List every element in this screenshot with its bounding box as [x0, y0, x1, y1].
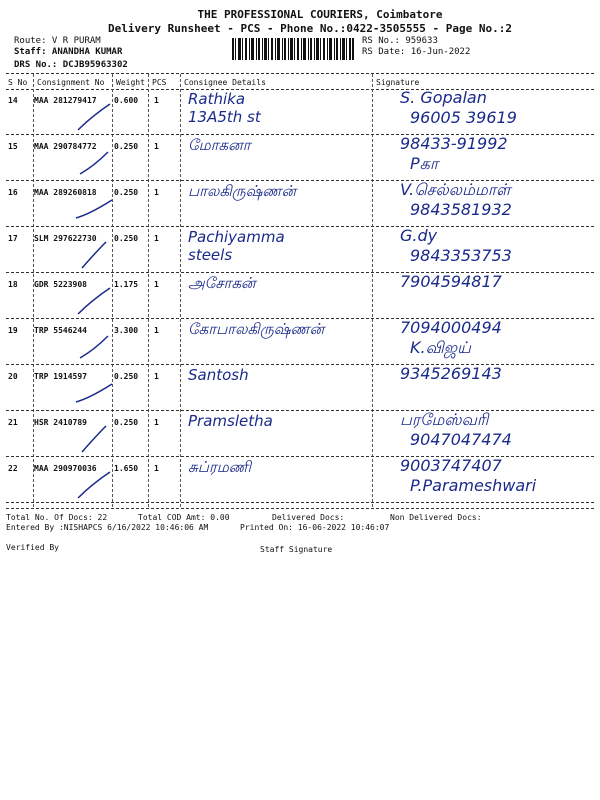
runsheet-title: Delivery Runsheet - PCS - Phone No.:0422-3505555 - Page No.:2: [108, 22, 512, 35]
row-consignee: அசோகன்: [188, 274, 256, 292]
staff-signature: Staff Signature: [260, 545, 333, 554]
row-signature: 9003747407: [400, 456, 502, 475]
row-consignee: கோபாலகிருஷ்ணன்: [188, 320, 325, 338]
row-signature: பரமேஸ்வரி: [400, 410, 489, 429]
staff: Staff: ANANDHA KUMAR: [14, 47, 123, 57]
row-signature: G.dy: [400, 226, 438, 245]
row-check-mark: [74, 240, 114, 270]
row-check-mark: [74, 424, 114, 454]
row-check-mark: [74, 332, 114, 362]
row-consignment-no: MAA 281279417: [34, 96, 97, 105]
row-consignee: Santosh: [188, 366, 249, 384]
row-pcs: 1: [154, 418, 159, 427]
delivered-docs: Delivered Docs:: [272, 513, 345, 522]
row-signature-line2: 96005 39619: [410, 108, 517, 127]
entered-by: Entered By :NISHAPCS 6/16/2022 10:46:06 AM: [6, 523, 209, 532]
barcode: [232, 38, 354, 60]
row-consignment-no: SLM 297622730: [34, 234, 97, 243]
row-consignment-no: TRP 1914597: [34, 372, 87, 381]
table-bottom-rule: [6, 508, 594, 509]
non-delivered-docs: Non Delivered Docs:: [390, 513, 482, 522]
row-consignee: பாலகிருஷ்ணன்: [188, 182, 297, 200]
row-pcs: 1: [154, 326, 159, 335]
row-weight: 0.250: [114, 142, 139, 151]
row-sno: 18: [8, 280, 18, 289]
row-sno: 22: [8, 464, 18, 473]
row-consignee-line2: 13A5th st: [188, 108, 261, 126]
row-sno: 21: [8, 418, 18, 427]
row-sno: 17: [8, 234, 18, 243]
row-consignment-no: GDR 5223908: [34, 280, 87, 289]
row-sno: 15: [8, 142, 18, 151]
row-signature-line2: 9843353753: [410, 246, 512, 265]
col-header-signature: Signature: [376, 78, 420, 87]
row-pcs: 1: [154, 96, 159, 105]
rs-date: RS Date: 16-Jun-2022: [362, 47, 471, 57]
row-consignee: மோகனா: [188, 136, 251, 154]
col-divider: [180, 74, 181, 507]
row-consignment-no: TRP 5546244: [34, 326, 87, 335]
row-divider: [6, 226, 594, 227]
row-signature: 98433-91992: [400, 134, 508, 153]
row-consignment-no: HSR 2410789: [34, 418, 87, 427]
row-signature: V.செல்லம்மாள்: [400, 180, 511, 199]
row-pcs: 1: [154, 464, 159, 473]
row-check-mark: [74, 102, 114, 132]
row-pcs: 1: [154, 188, 159, 197]
rs-number: RS No.: 959633: [362, 36, 438, 46]
row-divider: [6, 456, 594, 457]
row-divider: [6, 318, 594, 319]
row-weight: 0.600: [114, 96, 139, 105]
col-divider: [33, 74, 34, 507]
row-pcs: 1: [154, 142, 159, 151]
row-check-mark: [74, 194, 114, 224]
row-signature: 9345269143: [400, 364, 502, 383]
row-consignment-no: MAA 289260818: [34, 188, 97, 197]
row-divider: [6, 364, 594, 365]
row-weight: 1.650: [114, 464, 139, 473]
row-check-mark: [74, 286, 114, 316]
row-sno: 16: [8, 188, 18, 197]
col-divider: [148, 74, 149, 507]
row-check-mark: [74, 470, 114, 500]
row-pcs: 1: [154, 280, 159, 289]
route: Route: V R PURAM: [14, 36, 101, 46]
header-bottom-rule: [6, 89, 594, 90]
row-sno: 19: [8, 326, 18, 335]
row-signature-line2: K.விஜய்: [410, 338, 471, 357]
col-header-sno: S No: [8, 78, 28, 87]
row-signature: 7094000494: [400, 318, 502, 337]
row-divider: [6, 502, 594, 503]
row-signature-line2: 9843581932: [410, 200, 512, 219]
row-weight: 0.250: [114, 234, 139, 243]
row-pcs: 1: [154, 234, 159, 243]
row-weight: 0.250: [114, 188, 139, 197]
row-divider: [6, 272, 594, 273]
row-consignee: Rathika: [188, 90, 246, 108]
row-weight: 0.250: [114, 418, 139, 427]
row-consignment-no: MAA 290970036: [34, 464, 97, 473]
row-check-mark: [74, 378, 114, 408]
col-header-consignee: Consignee Details: [184, 78, 266, 87]
total-docs: Total No. Of Docs: 22: [6, 513, 108, 522]
row-signature-line2: Pகா: [410, 154, 439, 173]
row-consignee: Pachiyamma: [188, 228, 285, 246]
row-consignee: சுப்ரமணி: [188, 458, 252, 476]
row-divider: [6, 410, 594, 411]
row-pcs: 1: [154, 372, 159, 381]
total-cod: Total COD Amt: 0.00: [138, 513, 230, 522]
row-check-mark: [74, 148, 114, 178]
col-header-weight: Weight: [116, 78, 145, 87]
row-signature-line2: 9047047474: [410, 430, 512, 449]
row-consignment-no: MAA 290784772: [34, 142, 97, 151]
col-header-pcs: PCS: [152, 78, 167, 87]
row-sno: 20: [8, 372, 18, 381]
row-signature: 7904594817: [400, 272, 502, 291]
drs-number: DRS No.: DCJB95963302: [14, 60, 128, 70]
row-sno: 14: [8, 96, 18, 105]
row-consignee: Pramsletha: [188, 412, 273, 430]
table-top-rule: [6, 73, 594, 74]
col-header-consignment: Consignment No: [37, 78, 105, 87]
row-signature: S. Gopalan: [400, 88, 487, 107]
company-title: THE PROFESSIONAL COURIERS, Coimbatore: [197, 8, 443, 21]
verified-by: Verified By: [6, 543, 59, 552]
row-weight: 0.250: [114, 372, 139, 381]
row-weight: 3.300: [114, 326, 139, 335]
col-divider: [372, 74, 373, 507]
row-signature-line2: P.Parameshwari: [410, 476, 537, 495]
row-consignee-line2: steels: [188, 246, 233, 264]
printed-on: Printed On: 16-06-2022 10:46:07: [240, 523, 390, 532]
row-weight: 1.175: [114, 280, 139, 289]
